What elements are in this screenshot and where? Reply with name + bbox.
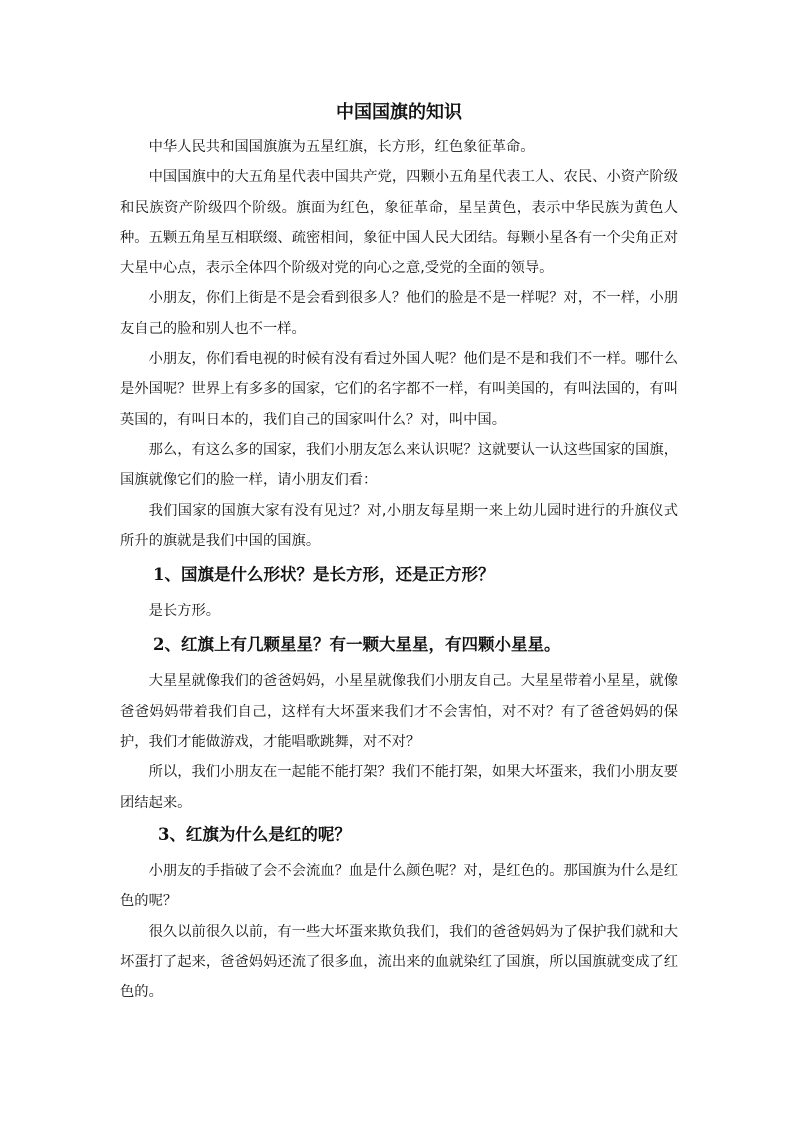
section-heading-1: 1、国旗是什么形状？是长方形，还是正方形？ [153,565,495,585]
document-page [120,100,678,1007]
paragraph: 那么，有这么多的国家，我们小朋友怎么来认识呢？这就要认一认这些国家的国旗，国旗就像它们的脸一样，请小朋友们看： [120,441,678,489]
paragraph: 小朋友，你们上街是不是会看到很多人？他们的脸是不是一样呢？对，不一样，小朋友自己的脸和别人也不一样。 [120,290,678,337]
paragraph: 小朋友，你们看电视的时候有没有看过外国人呢？他们是不是和我们不一样。哪什么是外国呢？世界上有多多的国家，它们的名字都不一样，有叫美国的，有叫法国的，有叫英国的，有叫日本的，我们自己的国家叫什么？对，叫中国。 [120,351,678,428]
paragraph: 中华人民共和国国旗旗为五星红旗，长方形，红色象征革命。 [148,139,535,155]
section-heading-2: 2、红旗上有几颗星星？有一颗大星星，有四颗小星星。 [153,635,561,655]
paragraph: 所以，我们小朋友在一起能不能打架？我们不能打架，如果大坏蛋来，我们小朋友要团结起来。 [120,764,678,811]
paragraph: 小朋友的手指破了会不会流血？血是什么颜色呢？对，是红色的。那国旗为什么是红色的呢？ [120,862,678,910]
document-title: 中国国旗的知识 [336,102,462,123]
paragraph: 大星星就像我们的爸爸妈妈，小星星就像我们小朋友自己。大星星带着小星星，就像爸爸妈妈带着我们自己，这样有大坏蛋来我们才不会害怕，对不对？有了爸爸妈妈的保护，我们才能做游戏，才能唱歌跳舞，对不对？ [120,673,678,751]
paragraph: 是长方形。 [148,603,221,620]
paragraph: 中国国旗中的大五角星代表中国共产党，四颗小五角星代表工人、农民、小资产阶级和民族资产阶级四个阶级。旗面为红色，象征革命，星呈黄色，表示中华民族为黄色人种。五颗五角星互相联缀、疏密相间，象征中国人民大团结。每颗小星各有一个尖角正对大星中心点，表示全体四个阶级对党的向心之意,受党的全面的领导。 [120,169,678,277]
section-heading-3: 3、红旗为什么是红的呢？ [157,824,351,844]
paragraph: 很久以前很久以前，有一些大坏蛋来欺负我们，我们的爸爸妈妈为了保护我们就和大坏蛋打了起来，爸爸妈妈还流了很多血，流出来的血就染红了国旗，所以国旗就变成了红色的。 [120,923,678,1001]
paragraph: 我们国家的国旗大家有没有见过？对,小朋友每星期一来上幼儿园时进行的升旗仪式所升的旗就是我们中国的国旗。 [120,502,678,549]
